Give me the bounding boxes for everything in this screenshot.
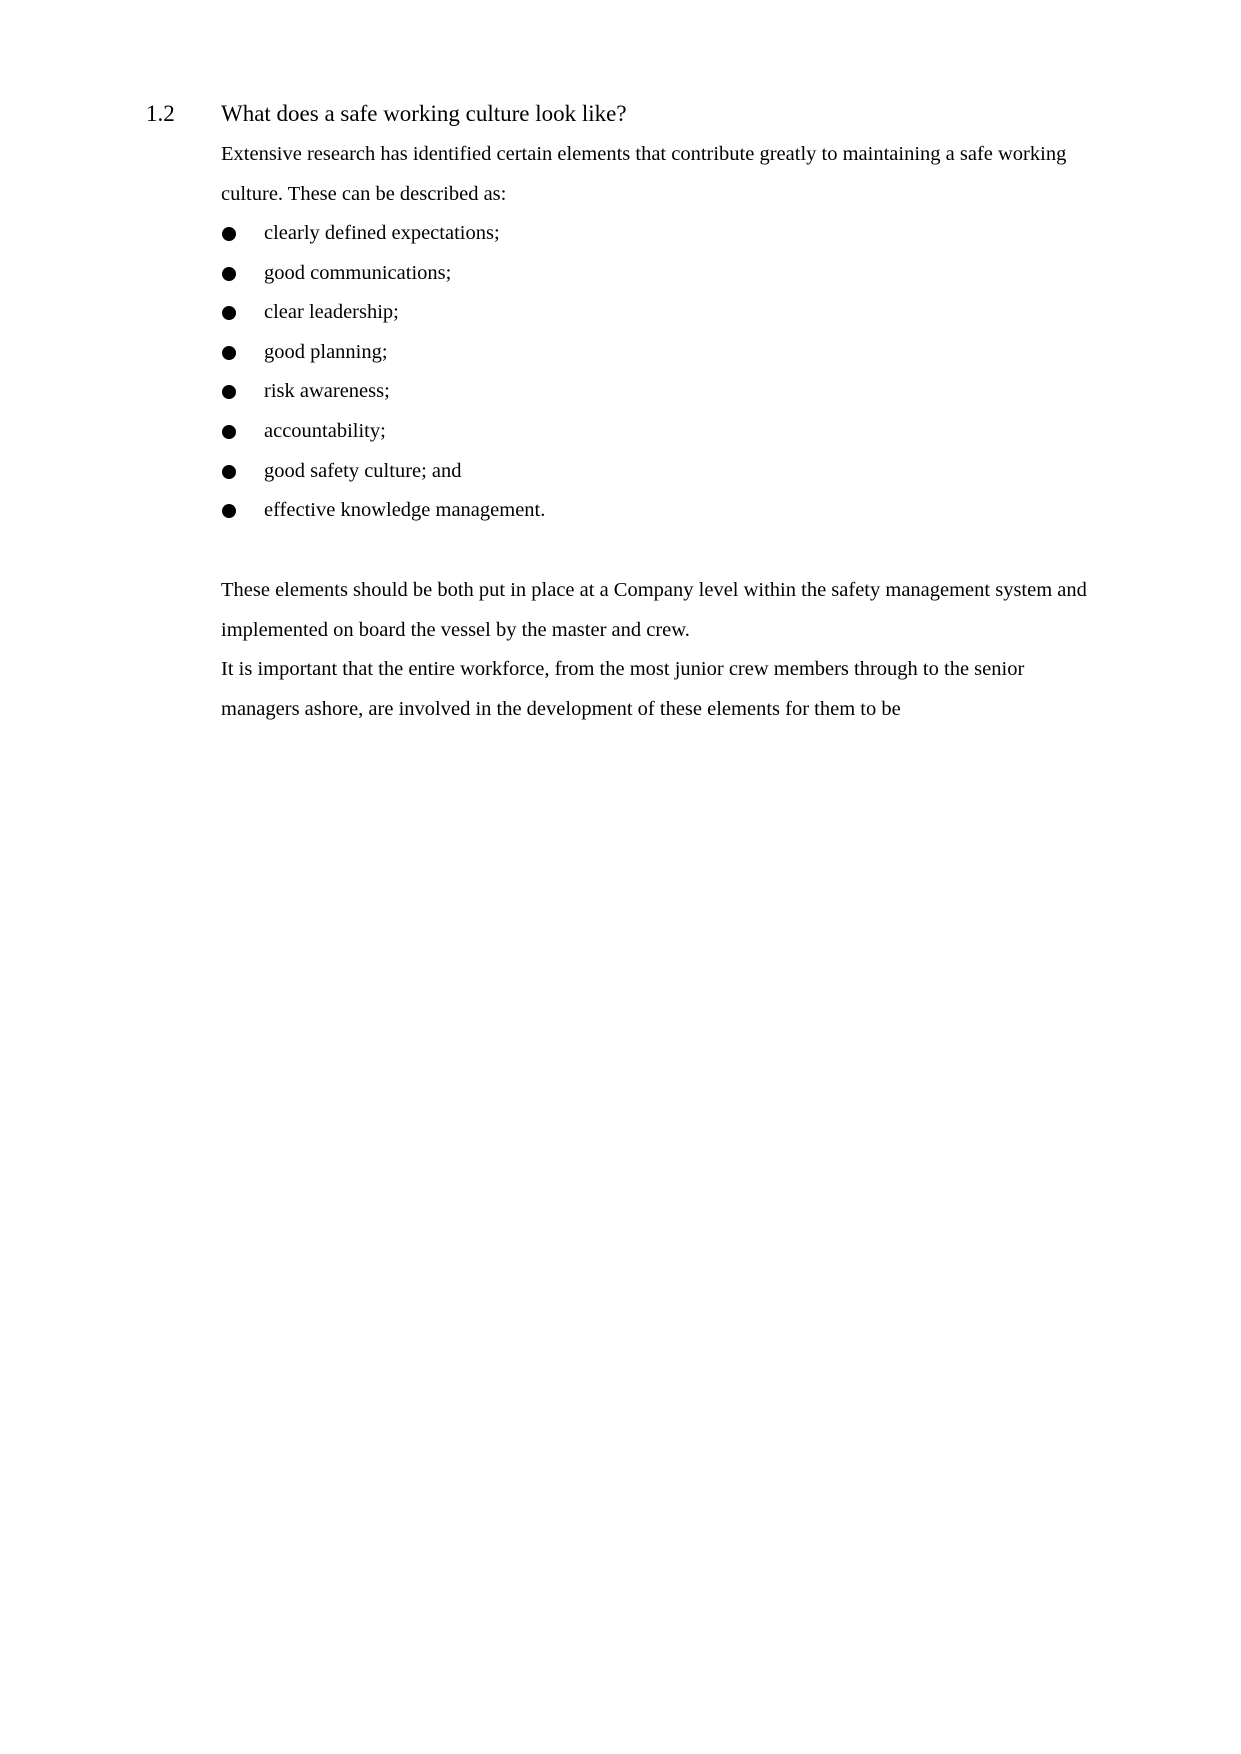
bullet-icon <box>222 346 236 360</box>
workforce-paragraph-block <box>221 650 1101 729</box>
bullet-icon <box>222 465 236 479</box>
list-item <box>221 214 1101 254</box>
list-item-text: good communications; <box>264 261 452 284</box>
workforce-paragraph: It is important that the entire workforce, from the most junior crew members through to the senior managers ashore, are involved in the development of these elements for them to be <box>221 658 1025 720</box>
list-item <box>221 372 1101 412</box>
bullet-icon <box>222 227 236 241</box>
section-heading <box>146 96 1106 132</box>
company-level-paragraph: These elements should be both put in place at a Company level within the safety management system and implemented on board the vessel by the master and crew. <box>221 579 1087 641</box>
intro-paragraph: Extensive research has identified certain elements that contribute greatly to maintaining a safe working culture. These can be described as: <box>221 143 1067 205</box>
list-item <box>221 333 1101 373</box>
list-item <box>221 491 1101 531</box>
list-item-text: good safety culture; and <box>264 459 462 482</box>
list-item <box>221 412 1101 452</box>
list-item <box>221 254 1101 294</box>
intro-paragraph-block <box>221 135 1101 214</box>
company-level-paragraph-block <box>221 571 1101 650</box>
list-item-text: risk awareness; <box>264 380 390 403</box>
bullet-icon <box>222 306 236 320</box>
bullet-icon <box>222 504 236 518</box>
section-title: What does a safe working culture look like? <box>221 101 627 126</box>
elements-bullet-list <box>221 214 1101 531</box>
bullet-icon <box>222 267 236 281</box>
list-item-text: clearly defined expectations; <box>264 222 500 244</box>
list-item-text: clear leadership; <box>264 301 399 324</box>
list-item-text: effective knowledge management. <box>264 499 546 522</box>
list-item-text: good planning; <box>264 340 388 363</box>
bullet-icon <box>222 425 236 439</box>
bullet-icon <box>222 385 236 399</box>
list-item <box>221 293 1101 333</box>
list-item <box>221 452 1101 492</box>
section-number: 1.2 <box>146 101 175 126</box>
list-item-text: accountability; <box>264 419 386 442</box>
